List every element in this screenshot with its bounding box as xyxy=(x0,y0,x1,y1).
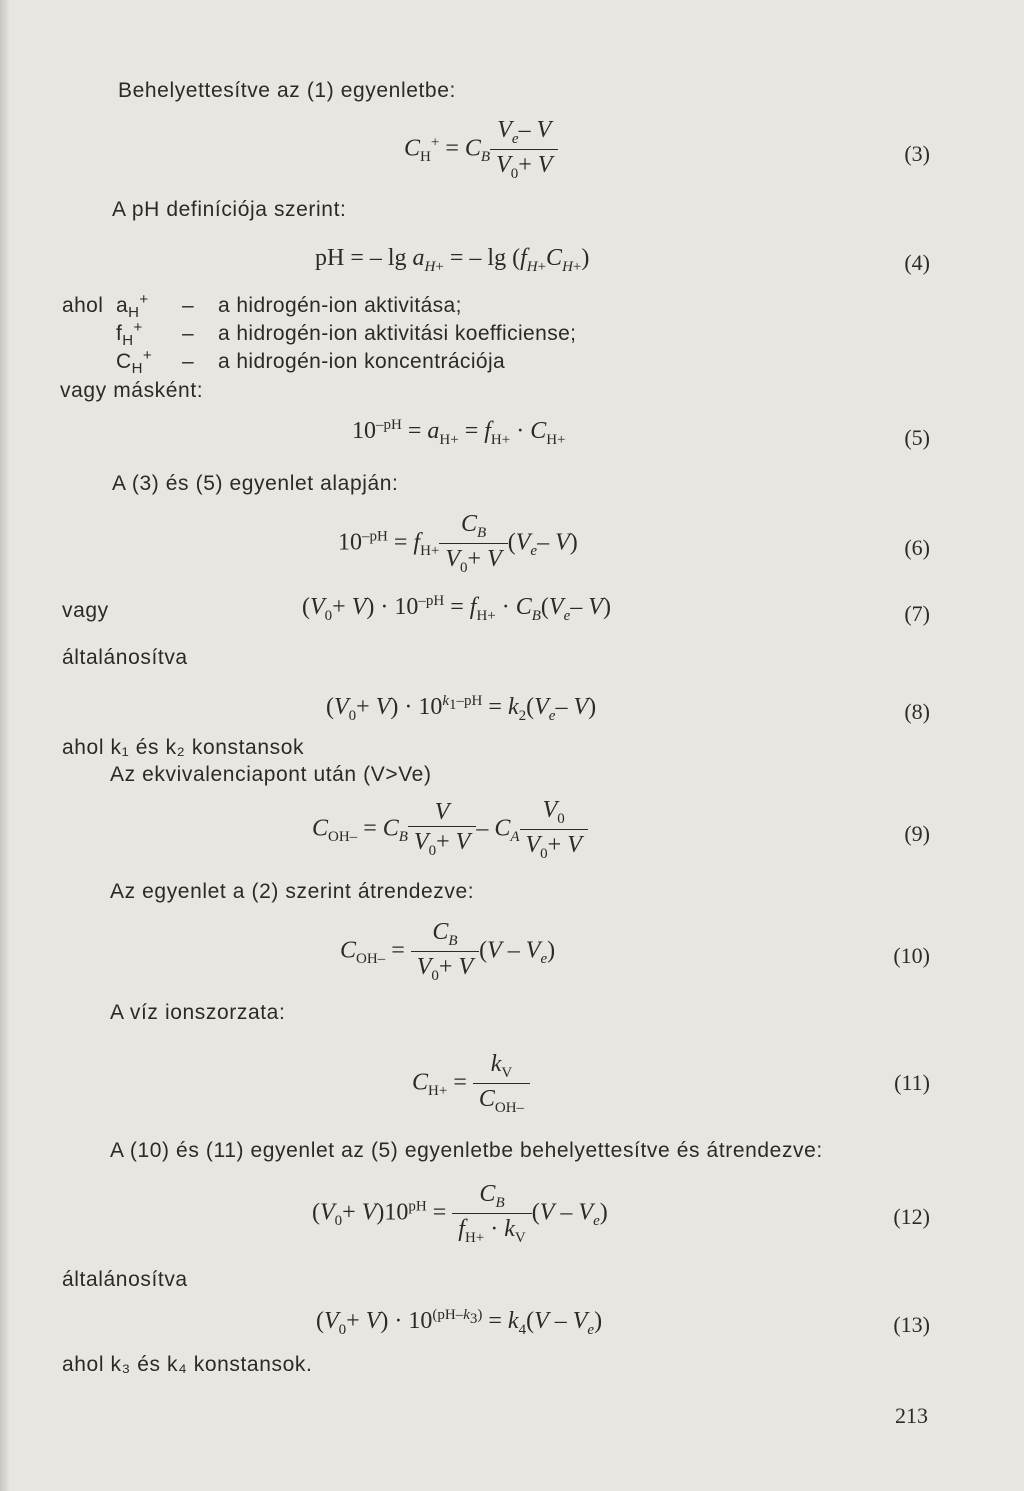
symbol-a-h: $a_H^+$ xyxy=(116,291,149,322)
equation-number-3: (3) xyxy=(904,141,930,166)
text-substitution-into-5: A (10) és (11) egyenlet az (5) egyenletbe behelyettesítve és átrendezve: xyxy=(110,1139,823,1162)
equation-11: $C_{H+}$ = $\frac{k_V}{C_{OH-}}$ xyxy=(412,1052,530,1116)
text-generalized-2: általánosítva xyxy=(62,1268,188,1291)
definition-text: a hidrogén-ion koncentrációja xyxy=(218,350,506,373)
text-vagy: vagy xyxy=(62,599,109,622)
equation-number-7: (7) xyxy=(904,601,930,626)
equation-number-8: (8) xyxy=(904,699,930,724)
equation-9: $C_{OH-} = C_B$ $\frac{V}{V_0+ V}$ – $C_A$ $\frac{V_0}{V_0+ V}$ xyxy=(312,798,588,862)
equation-8: $(V_0+ V) \cdot 10^{k_1-pH} = k_2(V_e-$ V) xyxy=(326,693,597,724)
definition-row-concentration xyxy=(116,348,505,376)
text-line-alternatively: vagy másként: xyxy=(60,379,204,402)
text-generalized: általánosítva xyxy=(62,646,188,669)
equation-7: $(V_0+ V) \cdot 10^{-pH} = f_{H+} \cdot C_B(V_e-$ V) xyxy=(302,593,611,624)
text-ahol: ahol xyxy=(62,294,104,317)
equation-number-10: (10) xyxy=(893,943,930,968)
text-after-equivalence: Az ekvivalenciapont után (V>Ve) xyxy=(110,763,432,786)
symbol-c-h: $C_H^+$ xyxy=(116,347,152,378)
equation-number-4: (4) xyxy=(904,250,930,275)
equation-6: $10^{-pH} = f_{H+}$ $\frac{C_B}{V_0+ V}$ ($V_e-$ V) xyxy=(338,511,578,576)
text-constants-k1-k2: ahol k₁ és k₂ konstansok xyxy=(62,736,305,759)
text-line-based-on-3-5: A (3) és (5) egyenlet alapján: xyxy=(112,472,399,495)
equation-number-5: (5) xyxy=(904,425,930,450)
definition-row-coefficient xyxy=(116,320,576,348)
page-spine-shadow xyxy=(0,0,10,1491)
dash: – xyxy=(182,350,195,373)
text-rearranged-by-2: Az egyenlet a (2) szerint átrendezve: xyxy=(110,880,475,903)
text-water-ion-product: A víz ionszorzata: xyxy=(110,1001,286,1024)
equation-number-11: (11) xyxy=(894,1070,930,1095)
definition-text: a hidrogén-ion aktivitási koefficiense; xyxy=(218,322,577,345)
equation-number-6: (6) xyxy=(904,535,930,560)
equation-number-12: (12) xyxy=(893,1204,930,1229)
equation-12: $(V_0+ V)10^{pH}$ = $\frac{C_B}{f_{H+} \cdot k_V}$ $(V - V_e)$ xyxy=(312,1181,608,1246)
dash: – xyxy=(182,294,195,317)
equation-10: $C_{OH-}$ = $\frac{C_B}{V_0+ V}$ $(V - V_e)$ xyxy=(340,919,556,984)
equation-13: $(V_0+ V) \cdot 10^{(pH-k_3)} = k_4(V - V_e)$ xyxy=(316,1307,603,1338)
text-line-substitution: Behelyettesítve az (1) egyenletbe: xyxy=(118,79,456,102)
equation-number-13: (13) xyxy=(893,1312,930,1337)
equation-5: $10^{-pH} = a_{H+} = f_{H+} \cdot C_{H+}$ xyxy=(352,417,566,448)
dash: – xyxy=(182,322,195,345)
equation-number-9: (9) xyxy=(904,821,930,846)
equation-3: $C_H^+ = C_B$ $\frac{V_e- V}{V_0+ V}$ xyxy=(404,118,558,182)
page-number: 213 xyxy=(895,1403,928,1428)
text-line-ph-definition: A pH definíciója szerint: xyxy=(112,198,347,221)
equation-4: pH = – $\lg a_{H+}$ = – $\lg (f_{H+}C_{H+})$ xyxy=(315,245,590,275)
definition-row-activity xyxy=(62,292,462,320)
text-constants-k3-k4: ahol k₃ és k₄ konstansok. xyxy=(62,1353,313,1376)
symbol-f-h: $f_H^+$ xyxy=(116,319,143,350)
definition-text: a hidrogén-ion aktivitása; xyxy=(218,294,462,317)
